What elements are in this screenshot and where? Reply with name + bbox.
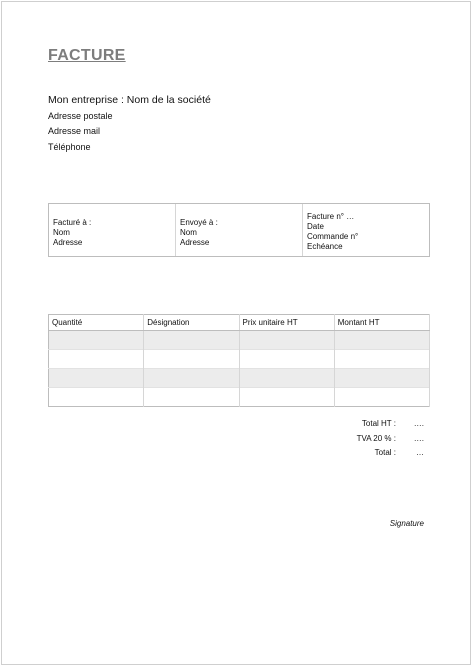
table-cell <box>144 331 239 350</box>
billed-to-address: Adresse <box>53 238 83 247</box>
invoice-title: FACTURE <box>48 47 126 64</box>
sent-to-name: Nom <box>180 228 197 237</box>
table-cell <box>239 388 334 407</box>
items-table <box>48 314 430 407</box>
totals-block <box>357 419 424 463</box>
table-cell <box>144 369 239 388</box>
total-label: Total : <box>374 448 396 457</box>
table-cell <box>49 331 144 350</box>
table-cell <box>334 350 429 369</box>
table-cell <box>334 331 429 350</box>
vat-label: TVA 20 % : <box>356 433 396 443</box>
total-ht-label: Total HT : <box>361 419 396 428</box>
sent-to-label: Envoyé à : <box>180 218 218 227</box>
total-ht-value: …. <box>413 419 424 428</box>
company-phone: Téléphone <box>48 142 91 152</box>
company-name: Mon entreprise : Nom de la société <box>48 94 211 106</box>
table-cell <box>144 350 239 369</box>
total-ht-row <box>357 419 424 434</box>
table-cell <box>49 388 144 407</box>
table-cell <box>239 350 334 369</box>
billed-to-name: Nom <box>53 228 70 237</box>
invoice-info-section <box>302 204 429 256</box>
table-row <box>49 331 430 350</box>
invoice-page <box>1 1 471 665</box>
table-row <box>49 388 430 407</box>
table-cell <box>334 388 429 407</box>
table-cell <box>49 369 144 388</box>
header-designation: Désignation <box>144 315 239 331</box>
table-row <box>49 369 430 388</box>
header-unit-price: Prix unitaire HT <box>239 315 334 331</box>
table-cell <box>144 388 239 407</box>
billed-to-label: Facturé à : <box>53 218 92 227</box>
header-quantity: Quantité <box>49 315 144 331</box>
signature-label: Signature <box>389 519 424 528</box>
table-row <box>49 350 430 369</box>
table-cell <box>334 369 429 388</box>
total-row <box>357 448 424 463</box>
invoice-number: Facture n° … <box>307 212 355 221</box>
company-email: Adresse mail <box>48 126 101 136</box>
table-cell <box>239 331 334 350</box>
due-date: Echéance <box>307 242 343 251</box>
parties-box <box>48 203 430 257</box>
vat-row <box>357 434 424 449</box>
table-cell <box>49 350 144 369</box>
invoice-date: Date <box>307 222 324 231</box>
total-value: … <box>416 448 424 457</box>
vat-value: …. <box>413 433 424 443</box>
sent-to-section <box>175 204 302 256</box>
billed-to-section <box>49 204 175 256</box>
items-header-row <box>49 315 430 331</box>
header-amount: Montant HT <box>334 315 429 331</box>
order-number: Commande n° <box>307 232 359 241</box>
company-address: Adresse postale <box>48 111 113 121</box>
sent-to-address: Adresse <box>180 238 210 247</box>
table-cell <box>239 369 334 388</box>
